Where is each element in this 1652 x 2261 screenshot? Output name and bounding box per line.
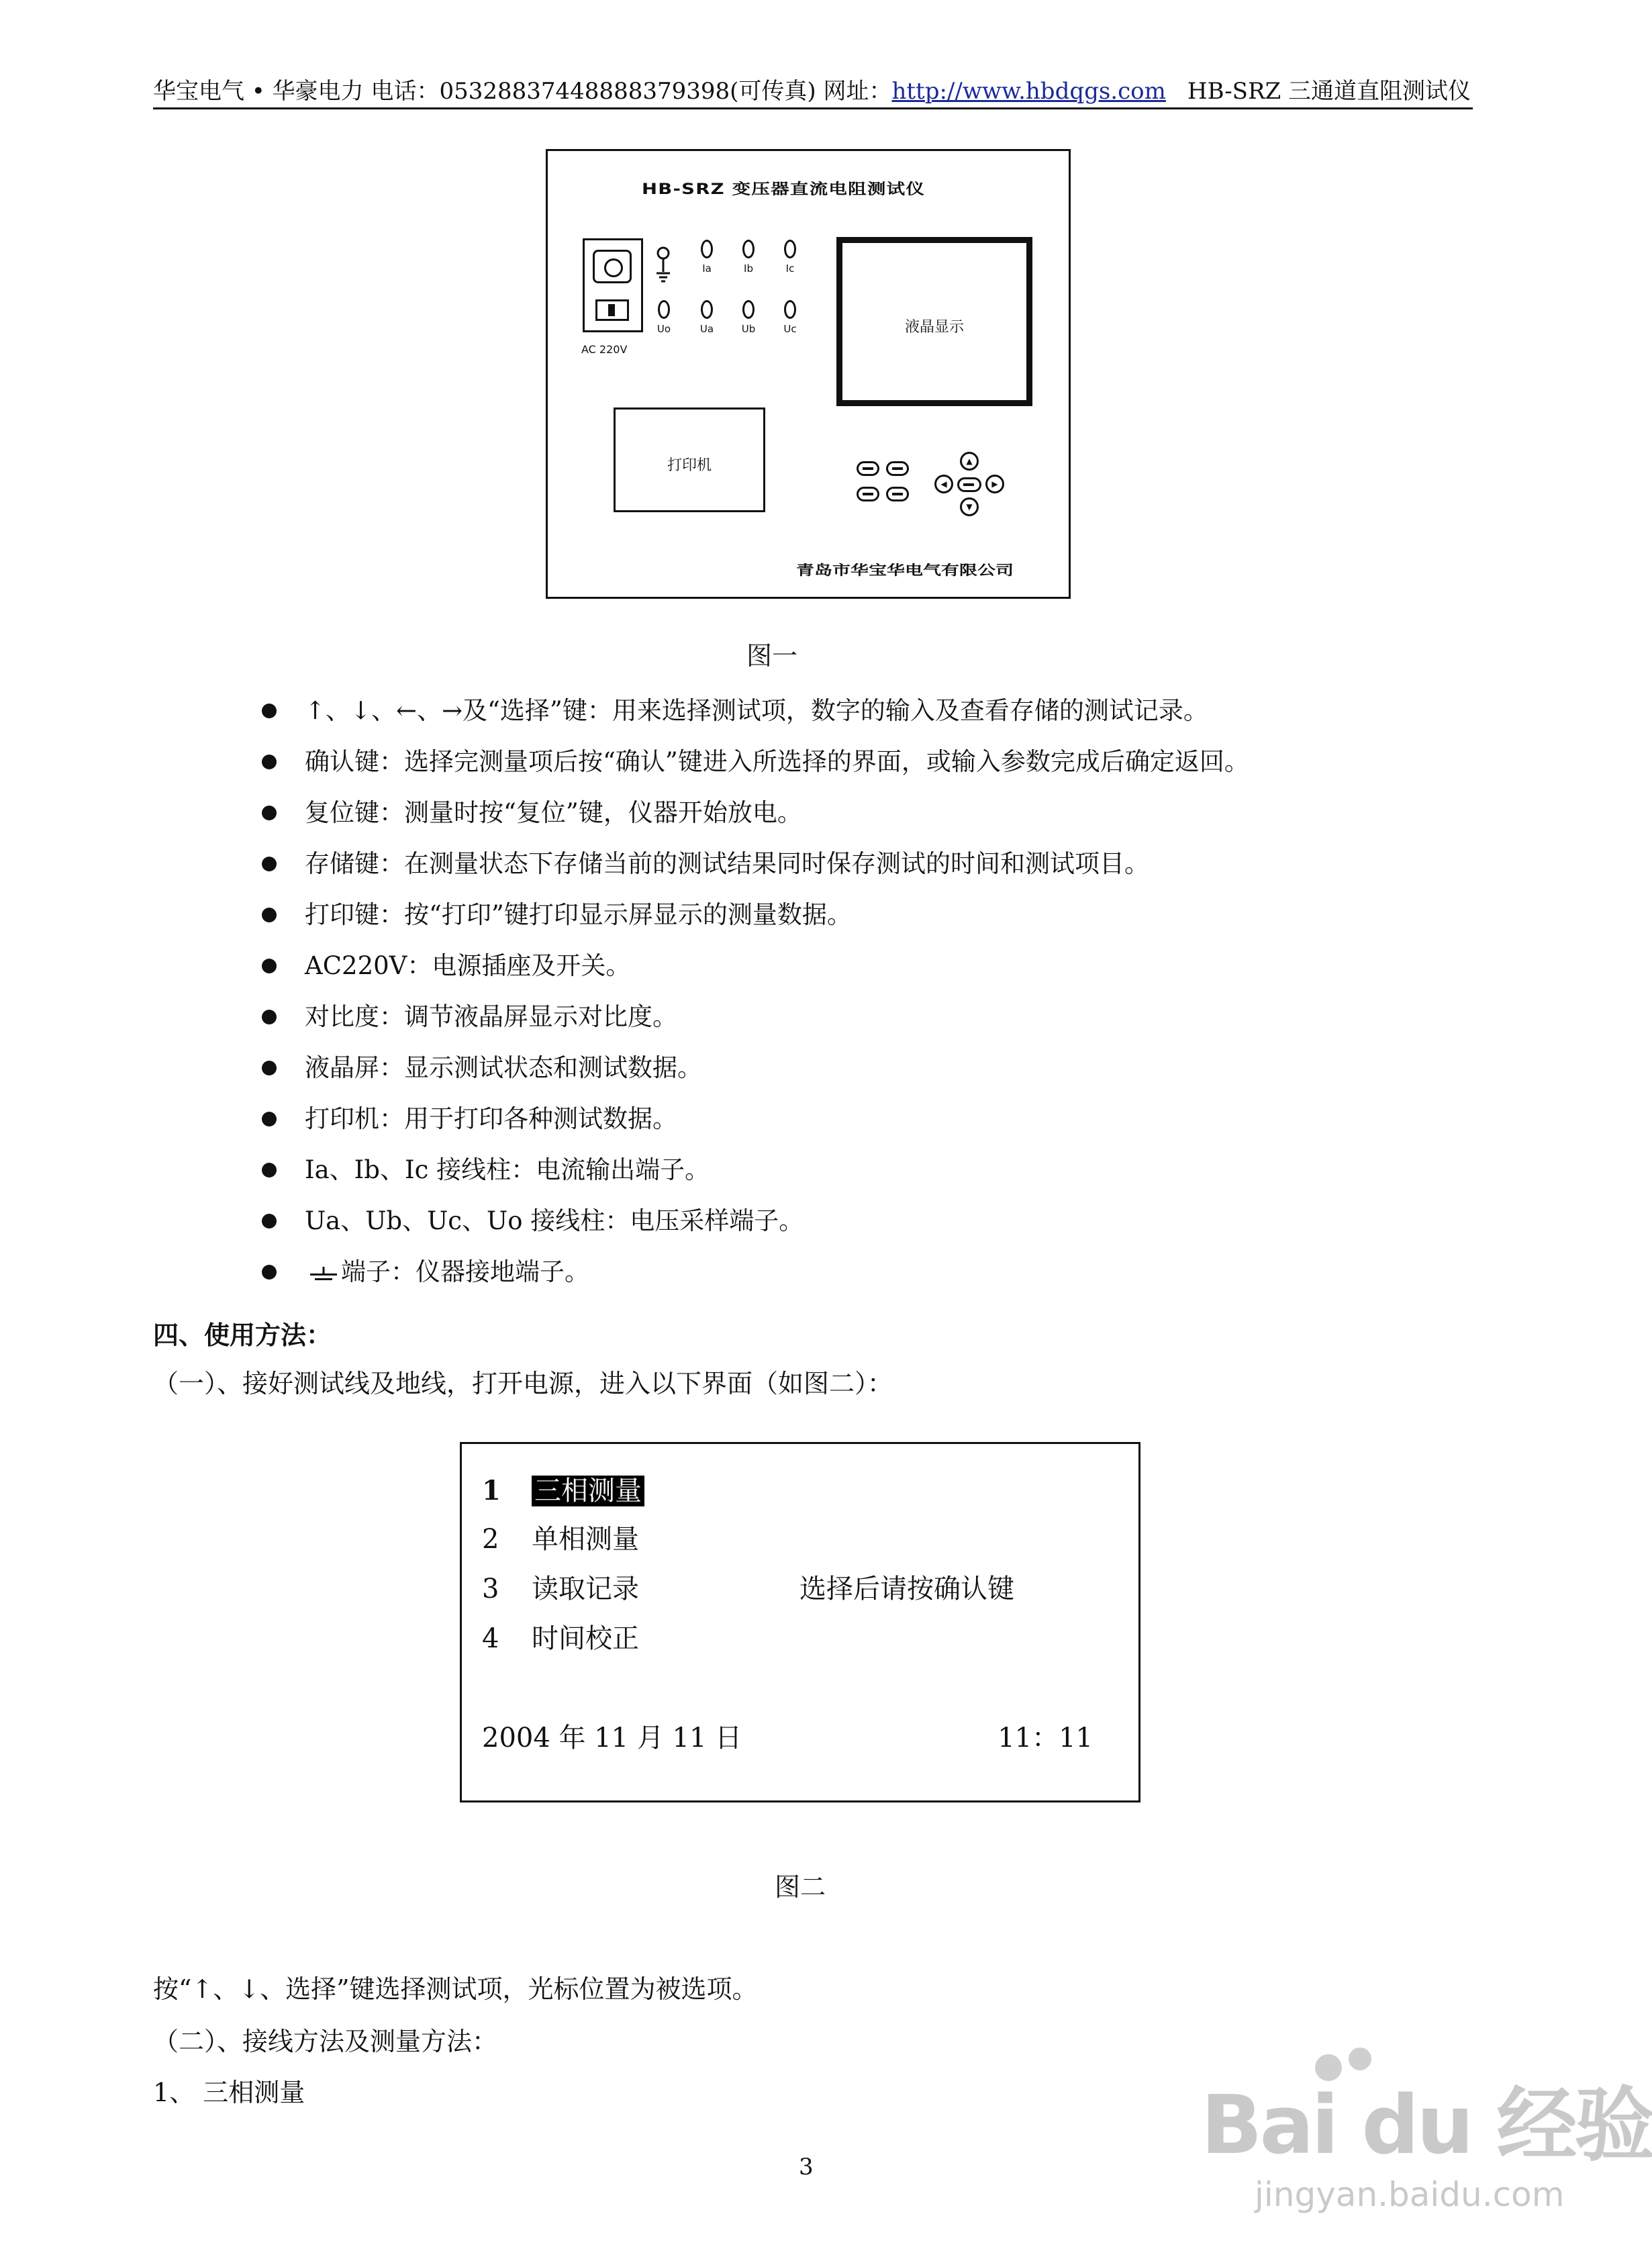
list-item: 确认键：选择完测量项后按“确认”键进入所选择的界面，或输入参数完成后确定返回。 — [262, 742, 1249, 793]
section4-title: 四、使用方法： — [153, 1320, 332, 1350]
terminal-label: Uc — [783, 323, 797, 335]
figure1-caption: 图一 — [746, 641, 798, 671]
menu-item-read-records[interactable]: 3 读取记录 — [482, 1574, 639, 1604]
header-phone-label: 电话： — [371, 78, 440, 105]
list-item: 液晶屏：显示测试状态和测试数据。 — [262, 1049, 1249, 1100]
function-key-icon — [857, 487, 879, 501]
printer-label: 打印机 — [667, 457, 712, 474]
printer-box — [614, 407, 765, 512]
list-item: 存储键：在测量状态下存储当前的测试结果同时保存测试的时间和测试项目。 — [262, 845, 1249, 896]
arrow-right-icon: ▶ — [985, 475, 1004, 493]
menu-item-time-calibration[interactable]: 4 时间校正 — [482, 1623, 639, 1654]
header-url-link[interactable]: http://www.hbdqgs.com — [891, 78, 1166, 105]
list-item: ↑、↓、←、→及“选择”键：用来选择测试项，数字的输入及查看存储的测试记录。 — [262, 691, 1249, 742]
lcd-screen — [836, 237, 1032, 406]
list-item: 打印键：按“打印”键打印显示屏显示的测量数据。 — [262, 896, 1249, 947]
lcd-label: 液晶显示 — [904, 319, 964, 336]
header-phones: 05328837448888379398(可传真) — [439, 78, 816, 105]
power-switch-icon — [595, 299, 629, 321]
lcd-time: 11：11 — [998, 1723, 1093, 1753]
terminal-ia-icon — [701, 240, 713, 258]
terminal-label: Ia — [702, 262, 712, 275]
list-item-ground — [262, 1253, 1249, 1304]
list-item: Ua、Ub、Uc、Uo 接线柱：电压采样端子。 — [262, 1202, 1249, 1253]
ground-terminal-icon — [655, 246, 671, 287]
menu-item-three-phase[interactable]: 1 三相测量 — [482, 1470, 644, 1508]
ground-bullet-text: 端子：仪器接地端子。 — [341, 1257, 589, 1286]
step1-text: （一）、接好测试线及地线，打开电源，进入以下界面（如图二）： — [153, 1369, 893, 1398]
function-key-icon — [886, 461, 909, 476]
function-key-icon — [886, 487, 909, 501]
terminal-label: Ub — [741, 323, 756, 335]
list-item: AC220V：电源插座及开关。 — [262, 947, 1249, 998]
header-left — [153, 73, 1166, 105]
panel-company: 青岛市华宝华电气有限公司 — [796, 562, 1014, 578]
key-description-list — [262, 691, 1249, 1304]
terminal-label: Ua — [699, 323, 714, 335]
arrow-down-icon: ▼ — [960, 497, 979, 516]
header-web-label: 网址： — [823, 78, 892, 105]
terminal-uo-icon — [658, 300, 670, 319]
socket-icon — [593, 250, 632, 283]
menu-hint: 选择后请按确认键 — [799, 1574, 1014, 1604]
figure2-lcd-menu — [460, 1442, 1140, 1802]
ground-symbol-icon — [310, 1264, 337, 1284]
page-number: 3 — [799, 2154, 814, 2180]
step2-text: （二）、接线方法及测量方法： — [153, 2027, 498, 2056]
menu-item-single-phase[interactable]: 2 单相测量 — [482, 1524, 639, 1555]
sub1-text: 1、 三相测量 — [153, 2078, 305, 2107]
terminal-label: Uo — [657, 323, 671, 335]
list-item: Ia、Ib、Ic 接线柱：电流输出端子。 — [262, 1151, 1249, 1202]
terminal-ib-icon — [742, 240, 755, 258]
list-item: 对比度：调节液晶屏显示对比度。 — [262, 998, 1249, 1049]
watermark-brand: Bai du 经验 — [1201, 2079, 1652, 2172]
function-key-icon — [857, 461, 879, 476]
terminal-label: Ic — [785, 262, 795, 275]
lcd-date: 2004 年 11 月 11 日 — [482, 1723, 742, 1753]
figure2-caption: 图二 — [775, 1872, 826, 1902]
terminal-ic-icon — [784, 240, 796, 258]
panel-title: HB-SRZ 变压器直流电阻测试仪 — [642, 181, 926, 198]
power-socket — [583, 238, 643, 332]
terminal-uc-icon — [784, 300, 796, 319]
terminal-ua-icon — [701, 300, 713, 319]
terminal-label: Ib — [744, 262, 753, 275]
select-instruction: 按“↑、↓、选择”键选择测试项，光标位置为被选项。 — [153, 1974, 758, 2004]
power-label: AC 220V — [581, 343, 628, 356]
terminal-ub-icon — [742, 300, 755, 319]
list-item: 复位键：测量时按“复位”键，仪器开始放电。 — [262, 793, 1249, 845]
header-product: HB-SRZ 三通道直阻测试仪 — [1187, 78, 1471, 105]
arrow-up-icon: ▲ — [960, 452, 979, 471]
list-item: 打印机：用于打印各种测试数据。 — [262, 1100, 1249, 1151]
baidu-watermark — [1201, 2054, 1652, 2222]
header-company: 华宝电气 • 华豪电力 — [153, 78, 364, 105]
arrow-left-icon: ◀ — [934, 475, 953, 493]
confirm-key-icon — [957, 477, 981, 492]
watermark-url: jingyan.baidu.com — [1255, 2175, 1565, 2214]
figure1-panel — [546, 149, 1071, 599]
header-divider — [153, 107, 1473, 109]
